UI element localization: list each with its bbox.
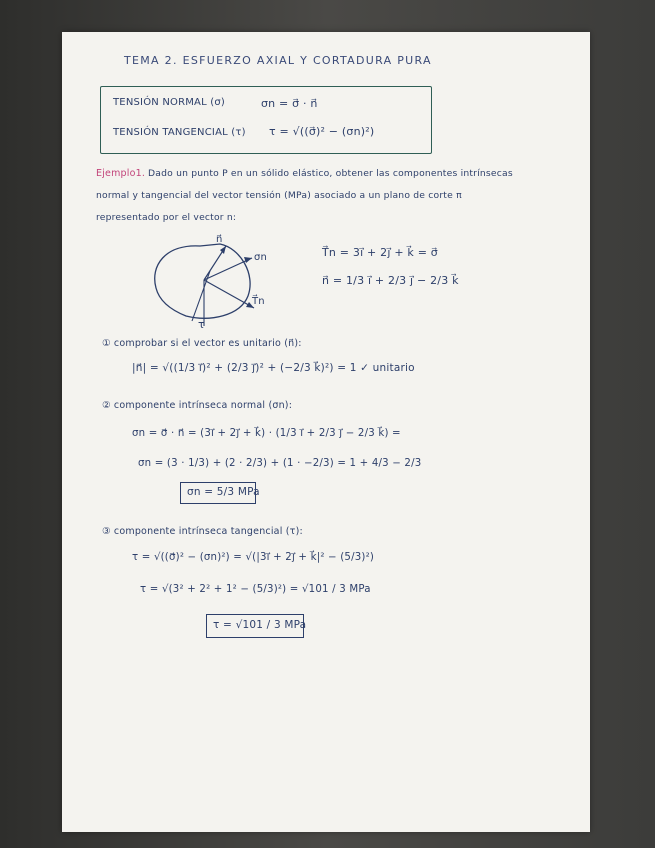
- definitions-box: [100, 86, 432, 154]
- diagram-sigma-n-label: σn: [254, 252, 268, 263]
- tangential-stress-formula: τ = √((σ⃗)² − (σn)²): [269, 125, 375, 138]
- example-label: Ejemplo1.: [96, 168, 146, 179]
- diagram-Tn-label: T⃗n: [252, 296, 265, 307]
- notebook-page: [62, 32, 590, 832]
- example-statement-line1: Dado un punto P en un sólido elástico, obtener las componentes intrínsecas: [148, 168, 513, 179]
- diagram-n-label: n⃗: [216, 234, 223, 245]
- step1-calculation: |n⃗| = √((1/3 i⃗)² + (2/3 j⃗)² + (−2/3 k⃗)²) = 1 ✓ unitario: [132, 362, 415, 374]
- vector-Tn: T⃗n = 3i⃗ + 2j⃗ + k⃗ = σ⃗: [322, 246, 438, 259]
- step2-calculation-line2: σn = (3 · 1/3) + (2 · 2/3) + (1 · −2/3) = 1 + 4/3 − 2/3: [138, 458, 422, 469]
- page-title: TEMA 2. ESFUERZO AXIAL Y CORTADURA PURA: [124, 54, 432, 67]
- step3-result: τ = √101 / 3 MPa: [213, 619, 307, 631]
- step3-calculation-line1: τ = √((σ⃗)² − (σn)²) = √(|3i⃗ + 2j⃗ + k⃗|² − (5/3)²): [132, 552, 375, 563]
- tangential-stress-label: TENSIÓN TANGENCIAL (τ): [113, 127, 246, 138]
- step2-result-box: [180, 482, 260, 504]
- normal-stress-formula: σn = σ⃗ · n⃗: [261, 97, 318, 110]
- example-statement-line3: representado por el vector n:: [96, 212, 237, 223]
- step3-result-box: [206, 614, 307, 638]
- normal-stress-label: TENSIÓN NORMAL (σ): [113, 97, 225, 108]
- step1-title: ① comprobar si el vector es unitario (n⃗):: [102, 338, 302, 349]
- step3-title: ③ componente intrínseca tangencial (τ):: [102, 526, 303, 537]
- step2-title: ② componente intrínseca normal (σn):: [102, 400, 293, 411]
- step2-calculation-line1: σn = σ⃗ · n⃗ = (3i⃗ + 2j⃗ + k⃗) · (1/3 i⃗ + 2/3 j⃗ − 2/3 k⃗) =: [132, 428, 401, 439]
- vector-n: n⃗ = 1/3 i⃗ + 2/3 j⃗ − 2/3 k⃗: [322, 274, 459, 287]
- step2-result: σn = 5/3 MPa: [187, 486, 260, 498]
- example-statement-line2: normal y tangencial del vector tensión (MPa) asociado a un plano de corte π: [96, 190, 462, 201]
- step3-calculation-line2: τ = √(3² + 2² + 1² − (5/3)²) = √101 / 3 MPa: [140, 584, 371, 595]
- diagram-tau-label: τ: [198, 318, 205, 331]
